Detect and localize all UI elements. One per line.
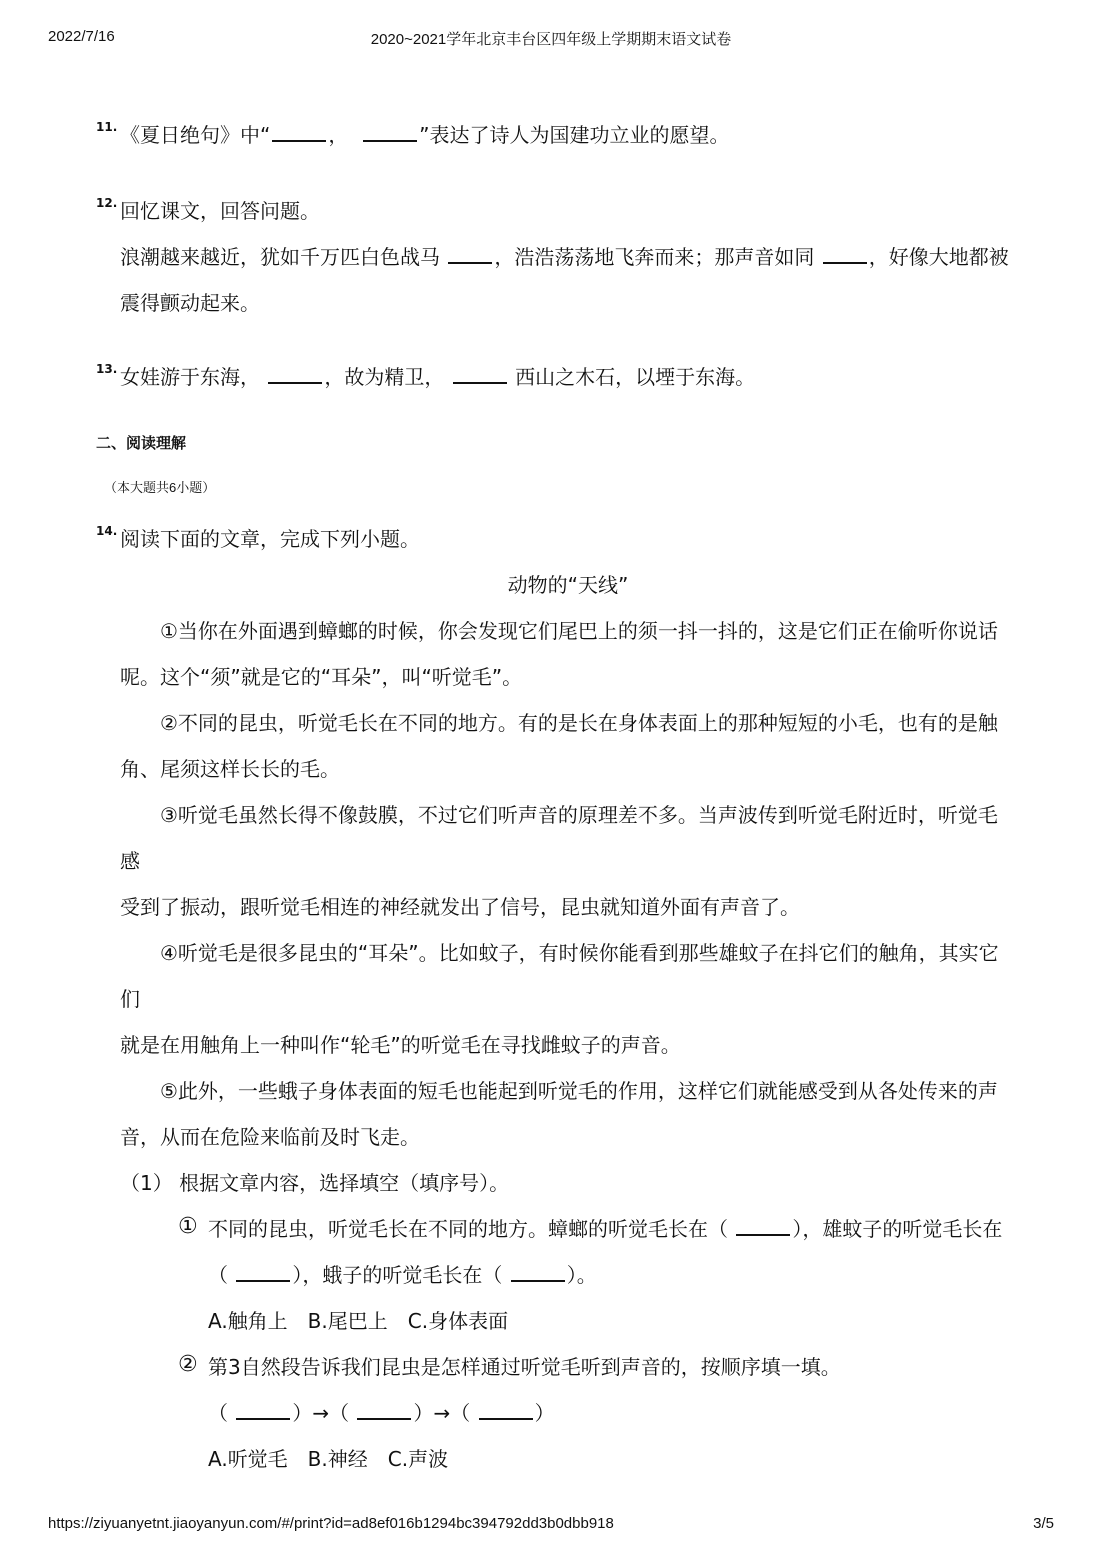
article-paragraph-3b: 受到了振动，跟听觉毛相连的神经就发出了信号，昆虫就知道外面有声音了。 [120, 895, 800, 919]
answer-blank[interactable] [511, 1260, 565, 1282]
sub-item-2 [178, 1344, 1016, 1390]
answer-blank[interactable] [268, 362, 322, 384]
item-2-options: A.听觉毛 B.神经 C.声波 [208, 1447, 449, 1471]
q12-title: 回忆课文，回答问题。 [120, 199, 320, 223]
seq-open: （ [208, 1401, 228, 1425]
header-title: 2020~2021学年北京丰台区四年级上学期期末语文试卷 [370, 31, 732, 48]
item-1-text-a: 不同的昆虫，听觉毛长在不同的地方。蟑螂的听觉毛长在（ [208, 1217, 728, 1241]
q13-text-c: 西山之木石，以堙于东海。 [515, 365, 756, 389]
item-marker: ① [178, 1214, 198, 1239]
item-1-text-c: （ [208, 1263, 228, 1287]
item-marker: ② [178, 1352, 198, 1377]
question-13 [96, 354, 1016, 400]
article-paragraph-4a: ④听觉毛是很多昆虫的“耳朵”。比如蚊子，有时候你能看到那些雄蚊子在抖它们的触角，其实它们 [120, 941, 999, 1011]
article-paragraph-5a: ⑤此外，一些蛾子身体表面的短毛也能起到听觉毛的作用，这样它们就能感受到从各处传来的声 [160, 1079, 998, 1103]
article-paragraph-3a: ③听觉毛虽然长得不像鼓膜，不过它们听声音的原理差不多。当声波传到听觉毛附近时，听觉毛感 [120, 803, 998, 873]
article-paragraph-1b: 呢。这个“须”就是它的“耳朵”，叫“听觉毛”。 [120, 665, 523, 689]
item-1-text-d: ），蛾子的听觉毛长在（ [292, 1263, 503, 1287]
sub-item-1-cont [208, 1252, 1016, 1298]
q13-text-a: 女娃游于东海， [120, 365, 260, 389]
answer-blank[interactable] [448, 242, 492, 264]
footer-url: https://ziyuanyetnt.jiaoyanyun.com/#/print?id=ad8ef016b1294bc394792dd3b0dbb918 [48, 1515, 614, 1532]
q11-text-post: ”表达了诗人为国建功立业的愿望。 [419, 123, 730, 147]
answer-blank[interactable] [272, 120, 326, 142]
answer-blank[interactable] [236, 1398, 290, 1420]
q12-text-a: 浪潮越来越近，犹如千万匹白色战马 [120, 245, 440, 269]
q13-text-b: ，故为精卫， [324, 365, 445, 389]
seq-arrow-1: ）→（ [292, 1401, 350, 1425]
article-paragraph-5b: 音，从而在危险来临前及时飞走。 [120, 1125, 420, 1149]
sub-item-1 [178, 1206, 1016, 1252]
item-1-text-e: ）。 [566, 1263, 597, 1287]
answer-blank[interactable] [736, 1214, 790, 1236]
footer-page: 3/5 [1033, 1515, 1054, 1532]
q14-title: 阅读下面的文章，完成下列小题。 [120, 527, 420, 551]
answer-blank[interactable] [823, 242, 867, 264]
q12-text-c: ，好像大地都被 [868, 245, 1009, 269]
item-2-text: 第3自然段告诉我们昆虫是怎样通过听觉毛听到声音的，按顺序填一填。 [208, 1355, 841, 1379]
section-title: 二、阅读理解 [96, 435, 187, 452]
answer-blank[interactable] [363, 120, 417, 142]
header-date: 2022/7/16 [48, 28, 115, 45]
question-number: 12. [96, 196, 118, 210]
item-1-options: A.触角上 B.尾巴上 C.身体表面 [208, 1309, 509, 1333]
answer-blank[interactable] [236, 1260, 290, 1282]
answer-blank[interactable] [479, 1398, 533, 1420]
seq-arrow-2: ）→（ [413, 1401, 471, 1425]
item-1-text-b: ），雄蚊子的听觉毛长在 [792, 1217, 1003, 1241]
question-12 [96, 188, 1016, 326]
q11-text-pre: 《夏日绝句》中“ [120, 123, 271, 147]
q11-text-mid: ， [328, 123, 349, 147]
question-number: 14. [96, 524, 118, 538]
article-paragraph-1a: ①当你在外面遇到蟑螂的时候，你会发现它们尾巴上的须一抖一抖的，这是它们正在偷听你说话 [160, 619, 998, 643]
question-11 [96, 112, 1016, 158]
q12-text-d: 震得颤动起来。 [120, 291, 260, 315]
question-number: 13. [96, 362, 118, 376]
seq-close: ） [534, 1401, 555, 1425]
question-number: 11. [96, 120, 118, 134]
answer-blank[interactable] [453, 362, 507, 384]
item-2-sequence [208, 1390, 1016, 1436]
article-title: 动物的“天线” [507, 573, 629, 597]
sub-question-1: （1） 根据文章内容，选择填空（填序号）。 [120, 1171, 510, 1195]
question-14 [96, 516, 1016, 1482]
q12-text-b: ，浩浩荡荡地飞奔而来；那声音如同 [494, 245, 815, 269]
article-paragraph-4b: 就是在用触角上一种叫作“轮毛”的听觉毛在寻找雌蚊子的声音。 [120, 1033, 681, 1057]
section-note: （本大题共6小题） [104, 480, 216, 495]
article-paragraph-2a: ②不同的昆虫，听觉毛长在不同的地方。有的是长在身体表面上的那种短短的小毛，也有的是触 [160, 711, 998, 735]
article-paragraph-2b: 角、尾须这样长长的毛。 [120, 757, 340, 781]
answer-blank[interactable] [357, 1398, 411, 1420]
